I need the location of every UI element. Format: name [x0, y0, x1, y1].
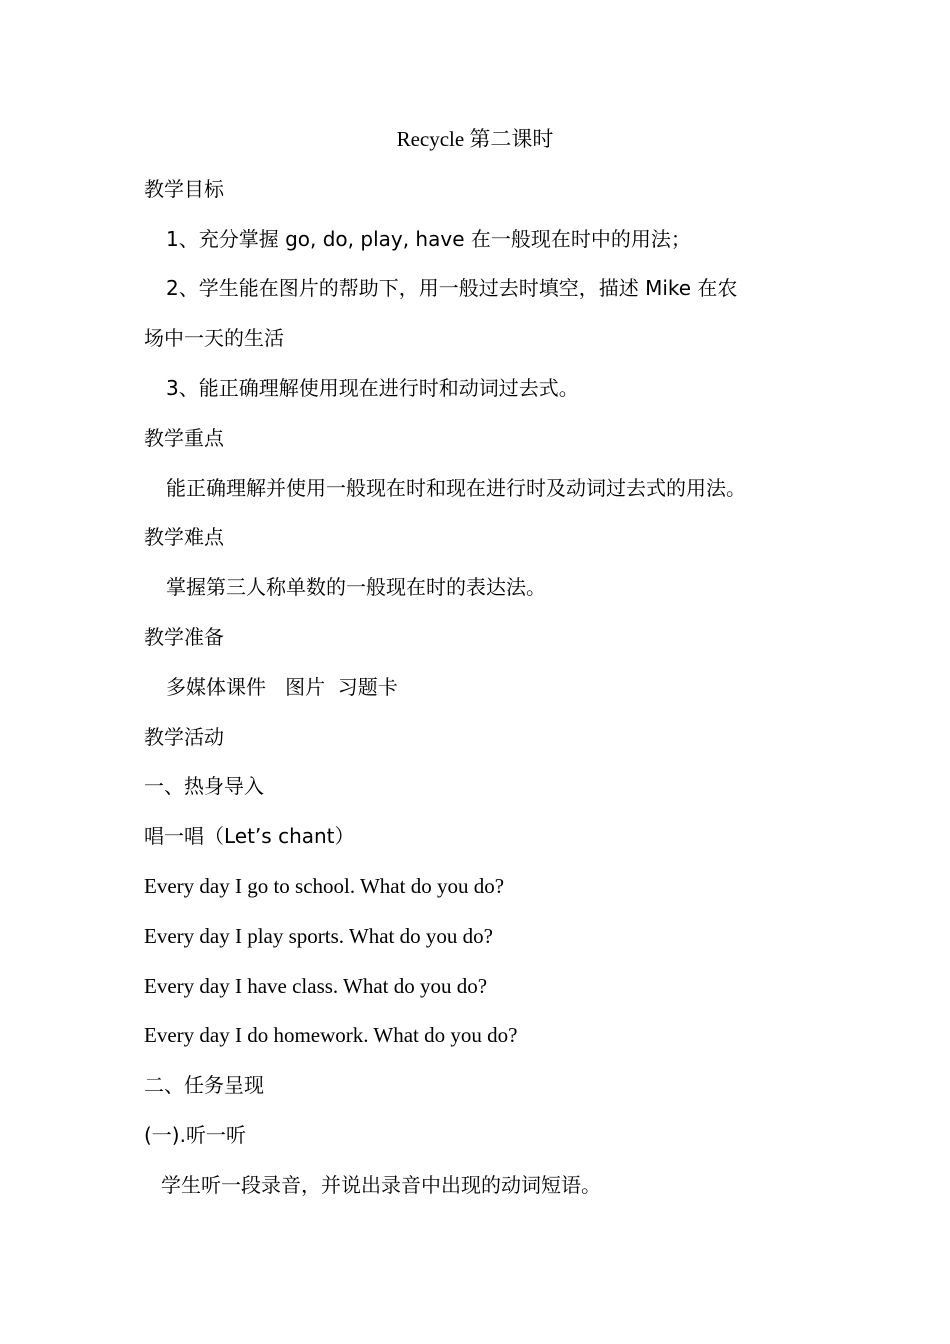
difficulties-text: 掌握第三人称单数的一般现在时的表达法。: [166, 575, 546, 600]
chant-line-3: Every day I have class. What do you do?: [144, 973, 488, 998]
listen-text: 学生听一段录音，并说出录音中出现的动词短语。: [161, 1172, 601, 1197]
chant-line-4: Every day I do homework. What do you do?: [144, 1023, 518, 1048]
heading-warm-up: 一、热身导入: [144, 774, 264, 799]
chant-line-2: Every day I play sports. What do you do?: [144, 923, 493, 948]
heading-listen: (一).听一听: [144, 1122, 246, 1147]
heading-activities: 教学活动: [144, 724, 224, 749]
key-points-text: 能正确理解并使用一般现在时和现在进行时及动词过去式的用法。: [166, 475, 746, 500]
goal-item-2: 2、学生能在图片的帮助下，用一般过去时填空，描述 Mike 在农: [166, 276, 738, 301]
chant-line-1: Every day I go to school. What do you do?: [144, 873, 505, 898]
heading-key-points: 教学重点: [144, 425, 224, 450]
heading-chant: 唱一唱（Let’s chant）: [144, 824, 355, 849]
heading-preparation: 教学准备: [144, 624, 224, 649]
goal-item-2-continued: 场中一天的生活: [144, 326, 284, 351]
goal-item-1: 1、充分掌握 go, do, play, have 在一般现在时中的用法；: [166, 226, 691, 251]
document-page: [144, 115, 804, 1211]
heading-task-presentation: 二、任务呈现: [144, 1073, 264, 1098]
heading-difficulties: 教学难点: [144, 525, 224, 550]
document-title: Recycle 第二课时: [396, 127, 554, 151]
preparation-text: 多媒体课件 图片 习题卡: [166, 674, 398, 699]
heading-teaching-goals: 教学目标: [144, 176, 224, 201]
goal-item-3: 3、能正确理解使用现在进行时和动词过去式。: [166, 375, 579, 400]
